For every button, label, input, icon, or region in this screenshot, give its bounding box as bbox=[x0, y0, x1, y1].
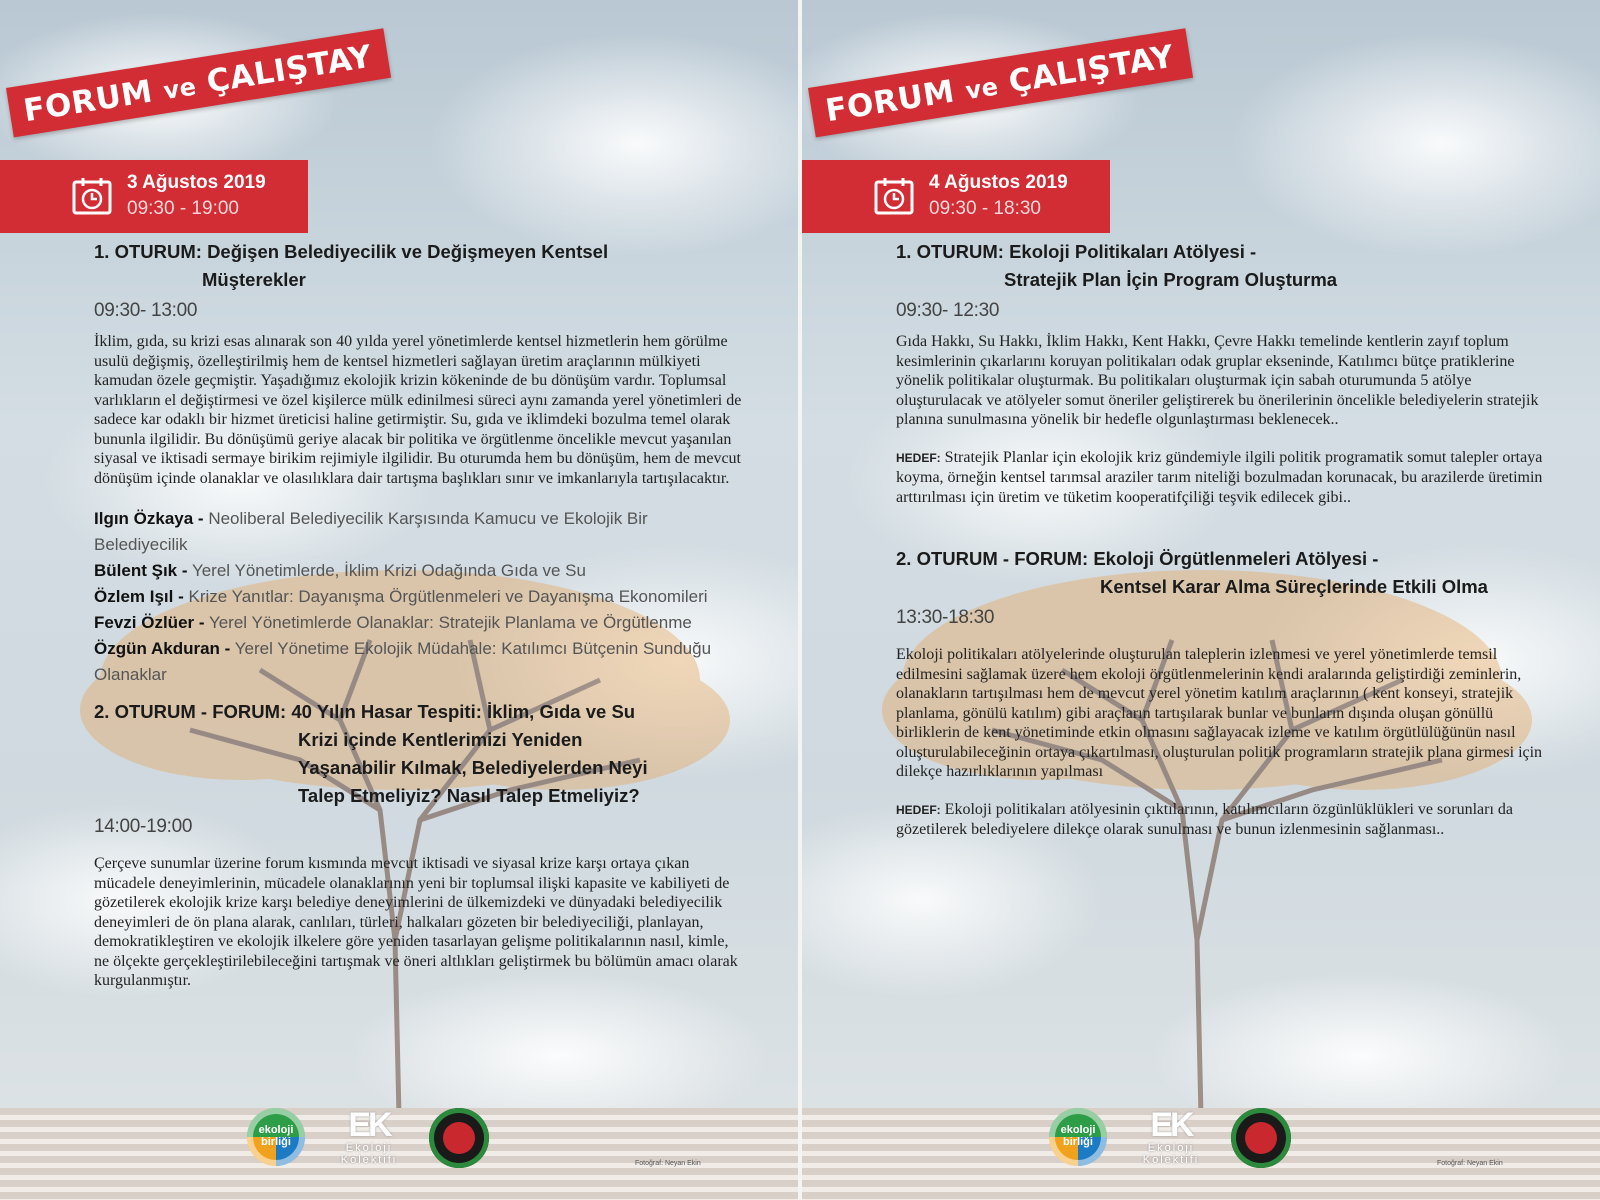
banner-ve: ve bbox=[963, 72, 1001, 106]
speaker-name: Özgün Akduran - bbox=[94, 639, 231, 658]
logo-row bbox=[1049, 1108, 1529, 1174]
session1-goal bbox=[896, 448, 1546, 508]
speaker-topic: Yerel Yönetimlerde Olanaklar: Stratejik Planlama ve Örgütlenme bbox=[208, 613, 692, 632]
day1-content bbox=[94, 238, 744, 991]
speaker-name: Fevzi Özlüer - bbox=[94, 613, 205, 632]
session1-description: Gıda Hakkı, Su Hakkı, İklim Hakkı, Kent Hakkı, Çevre Hakkı temelinde kentlerin zayıf toplum kesimlerinin çıkarlarını koruyan politikaları odak gruplar ekseninde, Katılımcı bütçe pratiklerine yönelik politikalar oluşturmak. Bu politikaları oluşturmak için sabah oturumunda 5 atölye oluşturulacak ve atölyeler somut öneriler geliştirerek bu önerilerinin öncelikle belediyelerin stratejik planına sunulmasına yönelik bir hedefle olgunlaştırması beklenecek.. bbox=[896, 333, 1539, 428]
ekoloji-kolektifi-logo: EK Ekoloji Kolektifi bbox=[340, 1106, 398, 1166]
session2-description: Çerçeve sunumlar üzerine forum kısmında mevcut iktisadi ve siyasal krize karşı ortaya çıkan mücadele deneyimlerinin, mücadele olanaklarının yeni bir toplumsal ilişki kapasite ve kabiliyeti de gözetilerek ekolojik krize karşı belediye deneyimlerini de ülkemizdeki ve dünyadaki belediyecilik deneyimleri de ön plana alarak, canlıları, türleri, halkaları gözeten bir belediyeciliği, planlayan, demokratikleştiren ve ekolojik ilkelere göre yeniden tasarlayan gelişme politikalarının nasıl, kimle, ne ölçekte gerçekleştirilebileceğini tartışmak ve öneri altlıkları geliştirmek bu bölümün amacı olarak kurgulanmıştır. bbox=[94, 855, 738, 989]
date-box bbox=[0, 160, 308, 233]
session1-heading bbox=[896, 238, 1546, 294]
session2-heading bbox=[94, 698, 744, 810]
session1-time: 09:30- 13:00 bbox=[94, 300, 198, 321]
session1-description: İklim, gıda, su krizi esas alınarak son 40 yılda yerel yönetimlerde kentsel hizmetlerin hem görülme usulü değişmiş, özelleştirilmiş hem de kentsel hizmetleri sağlayan üretim araçlarının mülkiyeti kamudan özele geçmiştir. Yaşadığımız ekolojik krizin kökeninde de bu dönüşüm vardır. Toplumsal varlıkların el değiştirmesi ve özel kişilerce mülk edinilmesi süreci aynı zamanda yerel yönetimleri de sadece kar odaklı bir hizmet üreticisi haline getirmiştir. Su, gıda ve iklimdeki bozulma temel olarak bununla ilgilidir. Bu dönüşümü geriye alacak bir politika ve örgütlenme öncelikle mevcut yaşanılan siyasal ve iktisadi sermaye birikim rejimiyle ilgilidir. Bu oturumda hem bu dönüşüm, hem de mevcut dönüşüm içinde olanaklar ve olasılıklara dair tartışma başlıkları sınır ve imkanlarıyla tartışılacaktır. bbox=[94, 333, 742, 487]
event-hours: 09:30 - 19:00 bbox=[127, 198, 239, 219]
calendar-clock-icon bbox=[72, 176, 112, 216]
banner-ve: ve bbox=[161, 72, 199, 106]
photo-credit: Fotoğraf: Neyan Ekin bbox=[1437, 1160, 1503, 1167]
poster-day2 bbox=[802, 0, 1600, 1200]
session2-title-line4: Talep Etmeliyiz? Nasıl Talep Etmeliyiz? bbox=[298, 785, 640, 806]
event-banner bbox=[808, 28, 1193, 137]
session2-title-line2: Kentsel Karar Alma Süreçlerinde Etkili Olma bbox=[1100, 576, 1488, 597]
goal-label: HEDEF: bbox=[896, 802, 941, 817]
ekoloji-birligi-logo: ekoloji birliği bbox=[1049, 1108, 1107, 1166]
goal-text: Stratejik Planlar için ekolojik kriz gündemiyle ilgili politik programatik somut talepler ortaya koyma, örneğin kentsel tarımsal araziler tarım niteliği bozulmadan korunacak, bu arazilerde üretimin arttırılması için üretim ve tüketim kooperatifçiliği teşvik edilecek gibi.. bbox=[896, 448, 1543, 506]
banner-forum: FORUM bbox=[823, 73, 958, 130]
session1-title-line2: Stratejik Plan İçin Program Oluşturma bbox=[1004, 269, 1338, 290]
event-hours: 09:30 - 18:30 bbox=[929, 198, 1041, 219]
session2-time: 13:30-18:30 bbox=[896, 607, 995, 628]
speaker-item bbox=[94, 610, 744, 636]
goal-label: HEDEF: bbox=[896, 450, 941, 465]
event-date: 4 Ağustos 2019 bbox=[929, 172, 1068, 193]
session1-label: 1. OTURUM: bbox=[94, 241, 202, 262]
ekoloji-birligi-logo: ekoloji birliği bbox=[247, 1108, 305, 1166]
speaker-item bbox=[94, 558, 744, 584]
session1-label: 1. OTURUM: bbox=[896, 241, 1004, 262]
speaker-name: Ilgın Özkaya - bbox=[94, 509, 204, 528]
session2-heading bbox=[896, 545, 1546, 601]
session1-time: 09:30- 12:30 bbox=[896, 300, 1000, 321]
banner-calistay: ÇALIŞTAY bbox=[1006, 38, 1177, 101]
banner-calistay: ÇALIŞTAY bbox=[204, 38, 375, 101]
bar-association-seal-logo bbox=[429, 1108, 489, 1168]
speaker-item bbox=[94, 584, 744, 610]
session2-title-line1: Ekoloji Örgütlenmeleri Atölyesi - bbox=[1093, 548, 1379, 569]
session2-label: 2. OTURUM - FORUM: bbox=[94, 701, 287, 722]
session1-heading bbox=[94, 238, 744, 294]
speaker-list bbox=[94, 506, 744, 688]
goal-text: Ekoloji politikaları atölyesinin çıktılarının, katılımcıların özgünlüklükleri ve sorunları da gözetilerek belediyelere dilekçe olarak sunulması ve bunun izlenmesinin sağlanması.. bbox=[896, 800, 1513, 838]
session2-goal bbox=[896, 800, 1546, 840]
session1-title-line2: Müşterekler bbox=[202, 269, 306, 290]
day2-content bbox=[896, 238, 1546, 840]
session1-title-line1: Ekoloji Politikaları Atölyesi - bbox=[1009, 241, 1257, 262]
speaker-name: Bülent Şık - bbox=[94, 561, 188, 580]
bar-association-seal-logo bbox=[1231, 1108, 1291, 1168]
speaker-topic: Neoliberal Belediyecilik Karşısında Kamucu ve Ekolojik Bir Belediyecilik bbox=[94, 509, 648, 554]
speaker-topic: Yerel Yönetime Ekolojik Müdahale: Katılımcı Bütçenin Sunduğu Olanaklar bbox=[94, 639, 712, 684]
session2-title-line2: Krizi içinde Kentlerimizi Yeniden bbox=[298, 729, 583, 750]
poster-day1 bbox=[0, 0, 798, 1200]
speaker-item bbox=[94, 506, 744, 558]
session2-time: 14:00-19:00 bbox=[94, 816, 193, 837]
photo-credit: Fotoğraf: Neyan Ekin bbox=[635, 1160, 701, 1167]
banner-forum: FORUM bbox=[21, 73, 156, 130]
speaker-name: Özlem Işıl - bbox=[94, 587, 184, 606]
session2-title-line3: Yaşanabilir Kılmak, Belediyelerden Neyi bbox=[298, 757, 648, 778]
session2-title-line1: 40 Yılın Hasar Tespiti: İklim, Gıda ve Su bbox=[291, 701, 636, 722]
event-banner bbox=[6, 28, 391, 137]
date-box bbox=[802, 160, 1110, 233]
session2-description: Ekoloji politikaları atölyelerinde oluşturulan taleplerin izlenmesi ve yerel yönetimlerde temsil edilmesini sağlamak üzere hem ekoloji örgütlenmelerinin kendi aralarında geliştirdiği zeminlerin, olanakların tartışılması hem de mevcut yerel yönetim katılım araçlarının ( kent konseyi, stratejik planlama, gönülü katılım) gibi araçların tartışılarak bunlar ve bunların dışında oluşan gönüllü birliklerin de kent yönetiminde etkin olmasını sağlayacak izleme ve katılım örgütlülüğünün nasıl oluşturulabileceğinin ortaya çıkartılması, oluşturulan politik programların stratejik plana girmesi için dilekçe hazırlıklarının yapılması bbox=[896, 646, 1543, 780]
event-date: 3 Ağustos 2019 bbox=[127, 172, 266, 193]
speaker-topic: Yerel Yönetimlerde, İklim Krizi Odağında Gıda ve Su bbox=[191, 561, 586, 580]
ekoloji-kolektifi-logo: EK Ekoloji Kolektifi bbox=[1142, 1106, 1200, 1166]
session1-title-line1: Değişen Belediyecilik ve Değişmeyen Kentsel bbox=[207, 241, 609, 262]
calendar-clock-icon bbox=[874, 176, 914, 216]
speaker-topic: Krize Yanıtlar: Dayanışma Örgütlenmeleri ve Dayanışma Ekonomileri bbox=[188, 587, 708, 606]
speaker-item bbox=[94, 636, 744, 688]
logo-row bbox=[247, 1108, 727, 1174]
session2-label: 2. OTURUM - FORUM: bbox=[896, 548, 1089, 569]
